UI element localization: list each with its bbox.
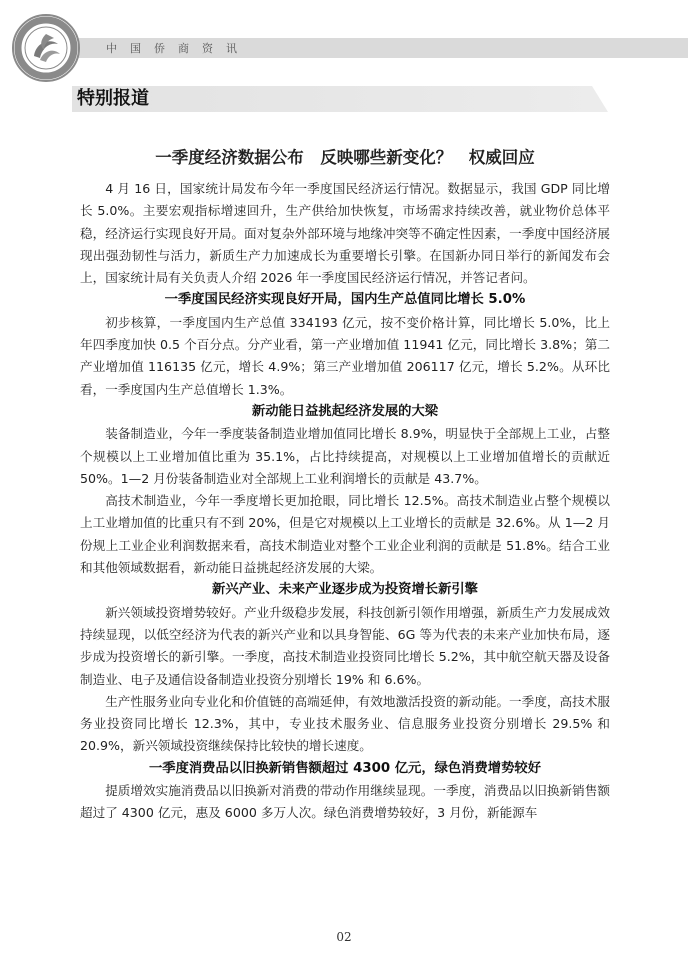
paragraph: 新兴领域投资增势较好。产业升级稳步发展，科技创新引领作用增强，新质生产力发展成效持续显现，以低空经济为代表的新兴产业和以具身智能、6G 等为代表的未来产业加快布局，逐步成为投资增长的新引擎。一季度，高技术制造业投资同比增长 5.2%，其中航空航天器及设备制造业、电子及通信设备制造业投资分别增长 19% 和 6.6%。	[80, 604, 610, 687]
subheading: 一季度消费品以旧换新销售额超过 4300 亿元，绿色消费增势较好	[149, 760, 541, 776]
paragraph: 提质增效实施消费品以旧换新对消费的带动作用继续显现。一季度，消费品以旧换新销售额超过了 4300 亿元，惠及 6000 多万人次。绿色消费增势较好，3 月份，新能源车	[80, 783, 610, 821]
section-bar	[72, 86, 608, 112]
subheading: 一季度国民经济实现良好开局，国内生产总值同比增长 5.0%	[164, 292, 526, 308]
section-bar-corner	[592, 86, 608, 112]
paragraph: 生产性服务业向专业化和价值链的高端延伸，有效地激活投资的新动能。一季度，高技术服务业投资同比增长 12.3%，其中，专业技术服务业、信息服务业投资分别增长 29.5% 和 20.9%，新兴领域投资继续保持比较快的增长速度。	[80, 693, 610, 754]
article	[80, 142, 610, 825]
paragraph: 装备制造业，今年一季度装备制造业增加值同比增长 8.9%，明显快于全部规上工业，占整个规模以上工业增加值比重为 35.1%，占比持续提高，对规模以上工业增加值增长的贡献近 50%。1—2 月份装备制造业对全部规上工业利润增长的贡献是 43.7%。	[80, 426, 610, 486]
org-logo	[10, 12, 82, 84]
subheading: 新兴产业、未来产业逐步成为投资增长新引擎	[212, 582, 478, 598]
subheading: 新动能日益挑起经济发展的大梁	[251, 403, 439, 419]
article-title: 一季度经济数据公布 反映哪些新变化？ 权威回应	[155, 148, 535, 167]
paragraph: 高技术制造业，今年一季度增长更加抢眼，同比增长 12.5%。高技术制造业占整个规模以上工业增加值的比重只有不到 20%，但是它对规模以上工业增长的贡献是 32.6%。从 1—2 月份规上工业企业利润数据来看，高技术制造业对整个工业企业利润的贡献是 51.8%。结合工业和其他领域数据看，新动能日益挑起经济发展的大梁。	[80, 493, 610, 576]
section-title: 特别报道	[77, 88, 149, 109]
publication-name: 中国侨商资讯	[106, 42, 250, 55]
paragraph: 初步核算，一季度国内生产总值 334193 亿元，按不变价格计算，同比增长 5.0%，比上年四季度加快 0.5 个百分点。分产业看，第一产业增加值 11941 亿元，同比增长 3.8%；第二产业增加值 116135 亿元，增长 4.9%；第三产业增加值 206117 亿元，增长 5.2%。从环比看，一季度国内生产总值增长 1.3%。	[80, 314, 610, 397]
page-number: 02	[336, 930, 352, 944]
intro-paragraph: 4 月 16 日，国家统计局发布今年一季度国民经济运行情况。数据显示，我国 GDP 同比增长 5.0%。主要宏观指标增速回升，生产供给加快恢复，市场需求持续改善，就业物价总体平稳，经济运行实现良好开局。面对复杂外部环境与地缘冲突等不确定性因素，一季度中国经济展现出强劲韧性与活力，新质生产力加速成长为重要增长引擎。在国新办同日举行的新闻发布会上，国家统计局有关负责人介绍 2026 年一季度国民经济运行情况，并答记者问。	[80, 181, 610, 286]
